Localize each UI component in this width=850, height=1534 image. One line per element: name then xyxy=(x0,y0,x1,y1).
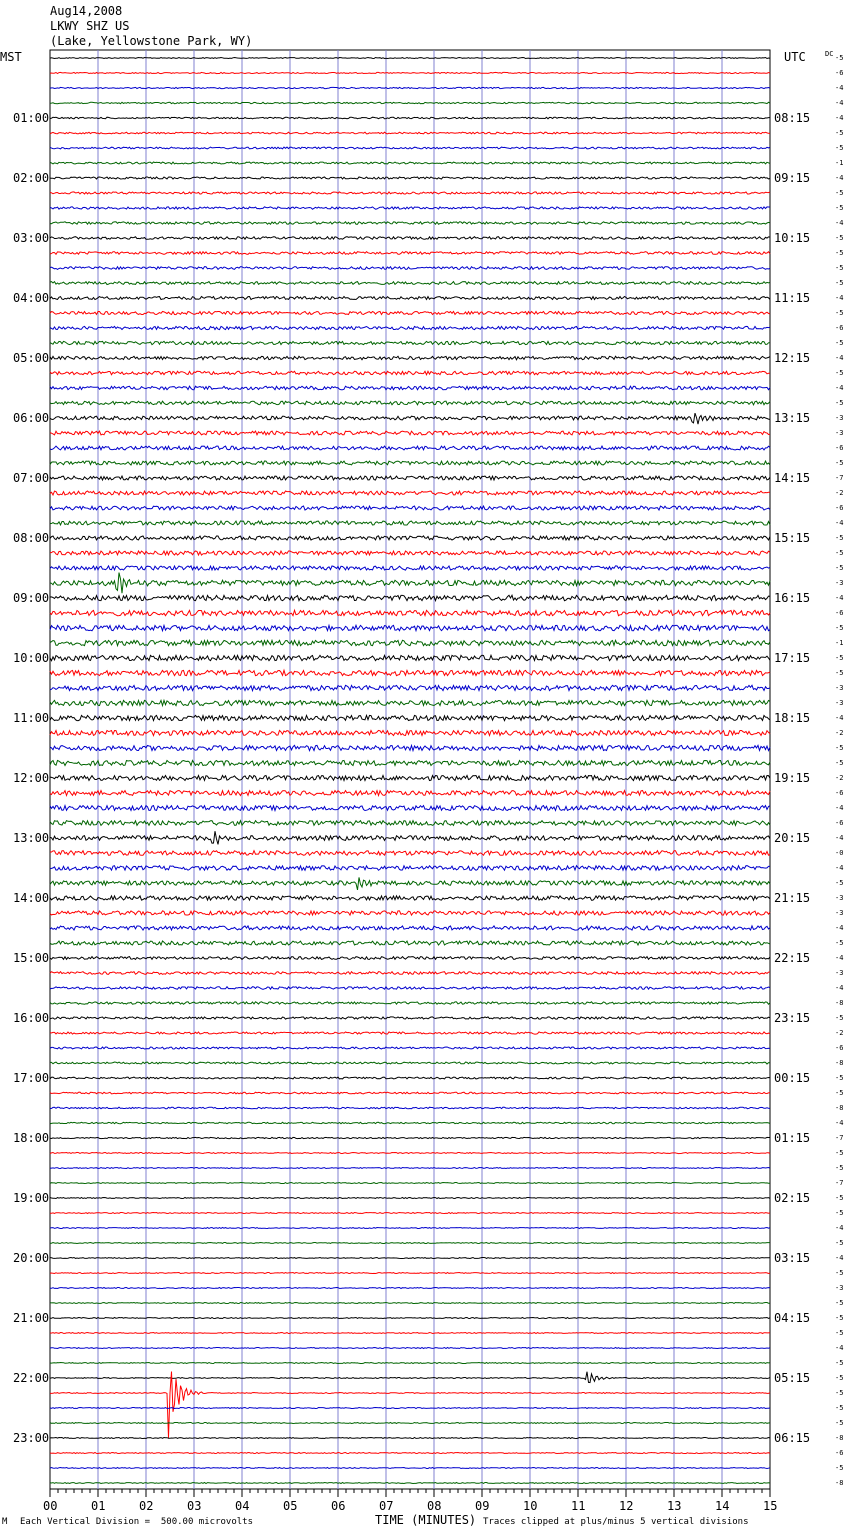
trace-80 xyxy=(50,1258,770,1259)
trace-69 xyxy=(50,1092,770,1094)
dc-offset-label: -4 xyxy=(835,99,844,107)
dc-offset-label: -5 xyxy=(835,1239,844,1247)
dc-offset-label: -2 xyxy=(835,1029,844,1037)
trace-76 xyxy=(50,1198,770,1199)
trace-14 xyxy=(50,267,770,270)
right-time-label: 14:15 xyxy=(774,471,811,485)
station-code: LKWY SHZ US xyxy=(50,19,130,33)
dc-offset-label: -5 xyxy=(835,189,844,197)
dc-offset-label: -8 xyxy=(835,999,844,1007)
dc-offset-label: -5 xyxy=(835,654,844,662)
dc-offset-label: -4 xyxy=(835,1119,844,1127)
dc-offset-label: -2 xyxy=(835,729,844,737)
right-time-label: 21:15 xyxy=(774,891,811,905)
dc-offset-label: -8 xyxy=(835,1479,844,1487)
dc-offset-label: -5 xyxy=(835,309,844,317)
dc-offset-label: -4 xyxy=(835,984,844,992)
dc-offset-label: -5 xyxy=(835,279,844,287)
trace-58 xyxy=(50,926,770,930)
dc-offset-label: -5 xyxy=(835,1464,844,1472)
dc-offset-label: -5 xyxy=(835,129,844,137)
trace-87 xyxy=(50,1363,770,1364)
trace-21 xyxy=(50,371,770,374)
trace-5 xyxy=(50,132,770,134)
x-axis-label: TIME (MINUTES) xyxy=(375,1513,477,1527)
right-time-label: 19:15 xyxy=(774,771,811,785)
trace-73 xyxy=(50,1152,770,1153)
left-time-label: 03:00 xyxy=(13,231,50,245)
right-time-label: 00:15 xyxy=(774,1071,811,1085)
dc-offset-label: -4 xyxy=(835,84,844,92)
trace-67 xyxy=(50,1062,770,1064)
dc-offset-label: -5 xyxy=(835,459,844,467)
trace-1 xyxy=(50,72,770,73)
dc-offset-label: -6 xyxy=(835,1044,844,1052)
trace-47 xyxy=(50,761,770,766)
trace-38 xyxy=(50,625,770,630)
trace-66 xyxy=(50,1047,770,1049)
dc-offset-label: -3 xyxy=(835,684,844,692)
trace-23 xyxy=(50,401,770,405)
trace-74 xyxy=(50,1168,770,1169)
left-time-label: 01:00 xyxy=(13,111,50,125)
trace-41 xyxy=(50,670,770,675)
dc-offset-label: -6 xyxy=(835,789,844,797)
dc-offset-label: -5 xyxy=(835,534,844,542)
trace-51 xyxy=(50,821,770,826)
trace-10 xyxy=(50,207,770,209)
right-axis-title: UTC xyxy=(784,50,806,64)
right-time-label: 20:15 xyxy=(774,831,811,845)
left-time-label: 16:00 xyxy=(13,1011,50,1025)
dc-offset-label: -5 xyxy=(835,564,844,572)
trace-9 xyxy=(50,192,770,194)
right-time-label: 23:15 xyxy=(774,1011,811,1025)
dc-offset-label: -6 xyxy=(835,504,844,512)
dc-offset-label: -5 xyxy=(835,1329,844,1337)
dc-offset-label: -5 xyxy=(835,234,844,242)
trace-71 xyxy=(50,1122,770,1123)
trace-90 xyxy=(50,1408,770,1409)
dc-offset-label: -5 xyxy=(835,264,844,272)
trace-89 xyxy=(50,1372,770,1438)
trace-56 xyxy=(50,896,770,900)
dc-offset-label: -5 xyxy=(835,624,844,632)
dc-offset-label: -5 xyxy=(835,1164,844,1172)
right-time-label: 22:15 xyxy=(774,951,811,965)
x-tick-label: 04 xyxy=(235,1499,250,1513)
trace-44 xyxy=(50,715,770,720)
dc-offset-label: -5 xyxy=(835,399,844,407)
dc-offset-label: -4 xyxy=(835,954,844,962)
trace-34 xyxy=(50,566,770,570)
left-time-label: 02:00 xyxy=(13,171,50,185)
record-date: Aug14,2008 xyxy=(50,4,123,18)
dc-offset-label: -4 xyxy=(835,519,844,527)
trace-84 xyxy=(50,1318,770,1319)
dc-offset-label: -8 xyxy=(835,1434,844,1442)
trace-65 xyxy=(50,1032,770,1034)
left-time-label: 06:00 xyxy=(13,411,50,425)
trace-60 xyxy=(50,957,770,960)
trace-36 xyxy=(50,595,770,600)
trace-57 xyxy=(50,911,770,915)
trace-93 xyxy=(50,1453,770,1454)
trace-85 xyxy=(50,1333,770,1334)
dc-offset-label: -4 xyxy=(835,1254,844,1262)
trace-37 xyxy=(50,610,770,615)
dc-offset-label: -4 xyxy=(835,219,844,227)
trace-53 xyxy=(50,851,770,856)
trace-95 xyxy=(50,1483,770,1484)
clip-note: Traces clipped at plus/minus 5 vertical divisions xyxy=(483,1517,749,1527)
trace-45 xyxy=(50,730,770,735)
left-time-label: 23:00 xyxy=(13,1431,50,1445)
dc-offset-label: -5 xyxy=(835,1299,844,1307)
trace-78 xyxy=(50,1228,770,1229)
dc-offset-label: -5 xyxy=(835,1149,844,1157)
trace-31 xyxy=(50,521,770,525)
dc-offset-label: -5 xyxy=(835,1419,844,1427)
left-time-label: 17:00 xyxy=(13,1071,50,1085)
trace-11 xyxy=(50,222,770,224)
trace-59 xyxy=(50,941,770,945)
trace-30 xyxy=(50,506,770,510)
dc-offset-label: -2 xyxy=(835,489,844,497)
dc-offset-label: -4 xyxy=(835,174,844,182)
dc-offset-label: -4 xyxy=(835,594,844,602)
trace-25 xyxy=(50,431,770,435)
dc-offset-label: -5 xyxy=(835,879,844,887)
trace-70 xyxy=(50,1107,770,1109)
left-axis-title: MST xyxy=(0,50,22,64)
trace-72 xyxy=(50,1137,770,1138)
dc-offset-label: -3 xyxy=(835,909,844,917)
trace-7 xyxy=(50,162,770,164)
left-time-label: 08:00 xyxy=(13,531,50,545)
trace-64 xyxy=(50,1017,770,1019)
dc-offset-label: -5 xyxy=(835,1074,844,1082)
right-time-label: 10:15 xyxy=(774,231,811,245)
dc-offset-label: -8 xyxy=(835,1059,844,1067)
dc-offset-label: -5 xyxy=(835,144,844,152)
scale-note: Each Vertical Division = 500.00 microvolts xyxy=(20,1517,253,1527)
trace-46 xyxy=(50,745,770,750)
dc-offset-label: -5 xyxy=(835,1209,844,1217)
trace-18 xyxy=(50,326,770,329)
trace-15 xyxy=(50,282,770,285)
right-time-label: 16:15 xyxy=(774,591,811,605)
dc-offset-label: -0 xyxy=(835,849,844,857)
dc-offset-label: -5 xyxy=(835,549,844,557)
trace-16 xyxy=(50,297,770,300)
dc-offset-label: -3 xyxy=(835,894,844,902)
dc-offset-label: -3 xyxy=(835,414,844,422)
left-time-label: 07:00 xyxy=(13,471,50,485)
dc-offset-label: -5 xyxy=(835,1014,844,1022)
dc-offset-label: -5 xyxy=(835,1269,844,1277)
trace-61 xyxy=(50,972,770,975)
dc-offset-label: -5 xyxy=(835,1089,844,1097)
right-time-label: 12:15 xyxy=(774,351,811,365)
dc-offset-label: -3 xyxy=(835,1284,844,1292)
trace-43 xyxy=(50,700,770,705)
trace-50 xyxy=(50,806,770,811)
x-tick-label: 12 xyxy=(619,1499,634,1513)
dc-offset-label: -4 xyxy=(835,294,844,302)
x-tick-label: 00 xyxy=(43,1499,58,1513)
trace-3 xyxy=(50,102,770,103)
left-time-label: 14:00 xyxy=(13,891,50,905)
x-tick-label: 11 xyxy=(571,1499,586,1513)
left-time-label: 21:00 xyxy=(13,1311,50,1325)
trace-75 xyxy=(50,1183,770,1184)
left-time-label: 04:00 xyxy=(13,291,50,305)
left-time-label: 12:00 xyxy=(13,771,50,785)
dc-offset-label: -3 xyxy=(835,969,844,977)
trace-20 xyxy=(50,356,770,359)
trace-52 xyxy=(50,831,770,844)
trace-32 xyxy=(50,536,770,540)
trace-35 xyxy=(50,573,770,594)
x-tick-label: 05 xyxy=(283,1499,298,1513)
dc-offset-label: -5 xyxy=(835,669,844,677)
trace-94 xyxy=(50,1468,770,1469)
station-location: (Lake, Yellowstone Park, WY) xyxy=(50,34,253,48)
right-time-label: 18:15 xyxy=(774,711,811,725)
dc-offset-label: -6 xyxy=(835,324,844,332)
dc-offset-label: -4 xyxy=(835,924,844,932)
dc-offset-label: -8 xyxy=(835,1104,844,1112)
trace-13 xyxy=(50,252,770,255)
dc-offset-label: -5 xyxy=(835,744,844,752)
x-tick-label: 14 xyxy=(715,1499,730,1513)
dc-offset-label: -6 xyxy=(835,819,844,827)
right-time-label: 08:15 xyxy=(774,111,811,125)
trace-54 xyxy=(50,866,770,871)
dc-offset-label: -4 xyxy=(835,714,844,722)
dc-offset-label: -4 xyxy=(835,354,844,362)
dc-offset-label: -4 xyxy=(835,834,844,842)
trace-42 xyxy=(50,685,770,690)
dc-offset-label: -1 xyxy=(835,159,844,167)
trace-6 xyxy=(50,147,770,149)
dc-offset-label: -4 xyxy=(835,1224,844,1232)
left-time-label: 15:00 xyxy=(13,951,50,965)
x-tick-label: 07 xyxy=(379,1499,394,1513)
right-time-label: 03:15 xyxy=(774,1251,811,1265)
right-time-label: 04:15 xyxy=(774,1311,811,1325)
dc-offset-label: -5 xyxy=(835,54,844,62)
dc-offset-label: -1 xyxy=(835,639,844,647)
trace-27 xyxy=(50,461,770,465)
left-time-label: 18:00 xyxy=(13,1131,50,1145)
left-time-label: 05:00 xyxy=(13,351,50,365)
dc-title: DC xyxy=(825,50,834,58)
trace-83 xyxy=(50,1303,770,1304)
right-time-label: 02:15 xyxy=(774,1191,811,1205)
dc-offset-label: -7 xyxy=(835,474,844,482)
trace-88 xyxy=(50,1372,770,1383)
footer-mark: M xyxy=(2,1517,8,1527)
trace-77 xyxy=(50,1213,770,1214)
trace-19 xyxy=(50,341,770,344)
dc-offset-label: -7 xyxy=(835,1179,844,1187)
dc-offset-label: -5 xyxy=(835,339,844,347)
right-time-label: 11:15 xyxy=(774,291,811,305)
trace-28 xyxy=(50,476,770,480)
x-tick-label: 02 xyxy=(139,1499,154,1513)
right-time-label: 05:15 xyxy=(774,1371,811,1385)
trace-91 xyxy=(50,1423,770,1424)
trace-92 xyxy=(50,1438,770,1439)
x-tick-label: 10 xyxy=(523,1499,538,1513)
dc-offset-label: -5 xyxy=(835,759,844,767)
trace-17 xyxy=(50,311,770,314)
dc-offset-label: -5 xyxy=(835,1374,844,1382)
x-tick-label: 13 xyxy=(667,1499,682,1513)
trace-55 xyxy=(50,877,770,890)
dc-offset-label: -6 xyxy=(835,69,844,77)
left-time-label: 20:00 xyxy=(13,1251,50,1265)
left-time-label: 11:00 xyxy=(13,711,50,725)
trace-62 xyxy=(50,987,770,990)
x-tick-label: 08 xyxy=(427,1499,442,1513)
trace-26 xyxy=(50,446,770,450)
trace-49 xyxy=(50,791,770,796)
trace-33 xyxy=(50,551,770,555)
x-tick-label: 09 xyxy=(475,1499,490,1513)
dc-offset-label: -2 xyxy=(835,774,844,782)
trace-63 xyxy=(50,1002,770,1004)
trace-4 xyxy=(50,117,770,119)
trace-22 xyxy=(50,386,770,390)
dc-offset-label: -5 xyxy=(835,204,844,212)
dc-offset-label: -5 xyxy=(835,1314,844,1322)
dc-offset-label: -5 xyxy=(835,369,844,377)
right-time-label: 01:15 xyxy=(774,1131,811,1145)
dc-offset-label: -5 xyxy=(835,1194,844,1202)
dc-offset-label: -5 xyxy=(835,1359,844,1367)
trace-12 xyxy=(50,237,770,240)
trace-86 xyxy=(50,1348,770,1349)
x-tick-label: 15 xyxy=(763,1499,778,1513)
dc-offset-label: -5 xyxy=(835,1404,844,1412)
right-time-label: 15:15 xyxy=(774,531,811,545)
dc-offset-label: -4 xyxy=(835,864,844,872)
trace-0 xyxy=(50,58,770,59)
x-tick-label: 03 xyxy=(187,1499,202,1513)
dc-offset-label: -3 xyxy=(835,699,844,707)
trace-68 xyxy=(50,1077,770,1079)
trace-82 xyxy=(50,1288,770,1289)
left-time-label: 22:00 xyxy=(13,1371,50,1385)
dc-offset-label: -4 xyxy=(835,384,844,392)
x-tick-label: 01 xyxy=(91,1499,106,1513)
dc-offset-label: -5 xyxy=(835,939,844,947)
dc-offset-label: -7 xyxy=(835,1134,844,1142)
dc-offset-label: -3 xyxy=(835,429,844,437)
right-time-label: 06:15 xyxy=(774,1431,811,1445)
dc-offset-label: -4 xyxy=(835,114,844,122)
trace-29 xyxy=(50,491,770,495)
x-tick-label: 06 xyxy=(331,1499,346,1513)
dc-offset-label: -4 xyxy=(835,804,844,812)
left-time-label: 13:00 xyxy=(13,831,50,845)
trace-8 xyxy=(50,177,770,179)
trace-81 xyxy=(50,1273,770,1274)
trace-24 xyxy=(50,413,770,424)
dc-offset-label: -6 xyxy=(835,444,844,452)
right-time-label: 13:15 xyxy=(774,411,811,425)
trace-2 xyxy=(50,87,770,88)
trace-40 xyxy=(50,655,770,660)
dc-offset-label: -6 xyxy=(835,1449,844,1457)
trace-39 xyxy=(50,640,770,645)
left-time-label: 09:00 xyxy=(13,591,50,605)
left-time-label: 10:00 xyxy=(13,651,50,665)
dc-offset-label: -5 xyxy=(835,1389,844,1397)
dc-offset-label: -3 xyxy=(835,579,844,587)
dc-offset-label: -4 xyxy=(835,1344,844,1352)
right-time-label: 17:15 xyxy=(774,651,811,665)
dc-offset-label: -6 xyxy=(835,609,844,617)
dc-offset-label: -5 xyxy=(835,249,844,257)
trace-79 xyxy=(50,1243,770,1244)
trace-48 xyxy=(50,776,770,781)
left-time-label: 19:00 xyxy=(13,1191,50,1205)
right-time-label: 09:15 xyxy=(774,171,811,185)
